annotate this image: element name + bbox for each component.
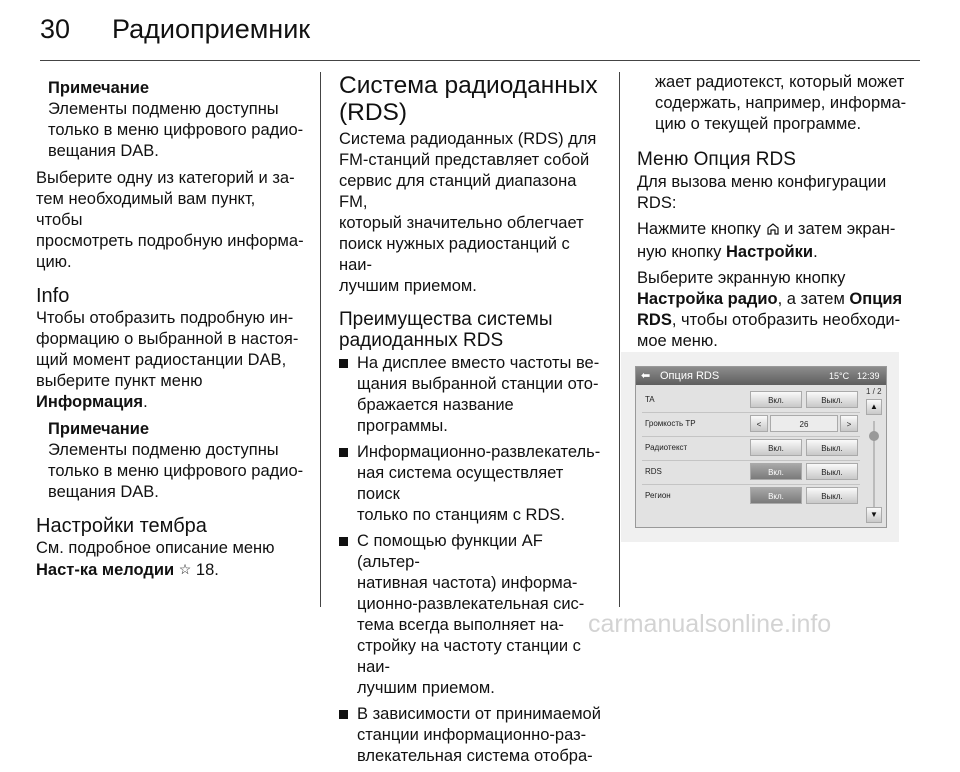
row-label: Регион: [645, 491, 671, 500]
watermark: carmanualsonline.info: [588, 610, 832, 638]
page-indicator: 1 / 2: [866, 387, 882, 396]
screen-title: Опция RDS: [660, 370, 720, 382]
note-1-line: только в меню цифрового радио-: [48, 121, 304, 139]
menu-item-tone: Наст-ка мелодии: [36, 561, 175, 579]
volume-decrease-button[interactable]: <: [750, 415, 768, 432]
column-divider: [320, 72, 321, 607]
note-2-line: только в меню цифрового радио-: [48, 462, 304, 480]
chapter-title: Радиоприемник: [112, 14, 311, 44]
scrollbar-thumb[interactable]: [869, 431, 879, 441]
note-2-title: Примечание: [48, 420, 150, 438]
note-1-line: Элементы подменю доступны: [48, 100, 279, 118]
paragraph-info: Чтобы отобразить подробную ин- формацию о выбранной в настоя- щий момент радиостанции DAB, выберите пункт меню Информация.: [36, 309, 299, 411]
rds-menu-screenshot: [621, 352, 899, 542]
scroll-down-button[interactable]: ▼: [866, 507, 882, 523]
column-2: [339, 72, 607, 772]
note-2: [48, 419, 306, 503]
clock-readout: 12:39: [857, 371, 880, 381]
heading-tone-settings: Настройки тембра: [36, 515, 207, 537]
row-radiotext: [642, 437, 860, 459]
note-2-line: Элементы подменю доступны: [48, 441, 279, 459]
heading-rds-menu: Меню Опция RDS: [637, 149, 796, 170]
page-header: [40, 14, 310, 45]
region-off-button[interactable]: Выкл.: [806, 487, 858, 504]
heading-info: Info: [36, 285, 70, 307]
row-label: Радиотекст: [645, 443, 688, 452]
button-settings: Настройки: [726, 243, 814, 261]
temperature-readout: 15°C: [829, 371, 850, 381]
paragraph-continued: жает радиотекст, который может содержать, например, информа- цию о текущей программе.: [655, 73, 907, 133]
column-1: [36, 72, 306, 586]
page-reference-icon: ☆: [178, 561, 192, 577]
heading-rds: Система радиоданных (RDS): [339, 72, 598, 126]
row-rds: [642, 461, 860, 483]
paragraph-select-category: Выберите одну из категорий и за- тем необходимый вам пункт, чтобы просмотреть подробную информа- цию.: [36, 169, 304, 271]
ta-off-button[interactable]: Выкл.: [806, 391, 858, 408]
row-tp-volume: [642, 413, 860, 435]
list-item: С помощью функции AF (альтер- нативная частота) информа- ционно-развлекательная сис- тема всегда выполняет на- стройку на частоту станции с наи- лучшим приемом.: [339, 531, 607, 699]
ta-on-button[interactable]: Вкл.: [750, 391, 802, 408]
note-1-line: вещания DAB.: [48, 142, 159, 160]
heading-rds-advantages: Преимущества системы радиоданных RDS: [339, 309, 553, 351]
list-item: Информационно-развлекатель- ная система осуществляет поиск только по станциям с RDS.: [339, 442, 607, 526]
page-number: 30: [40, 14, 71, 44]
menu-item-information: Информация: [36, 393, 144, 411]
region-on-button[interactable]: Вкл.: [750, 487, 802, 504]
scroll-up-button[interactable]: ▲: [866, 399, 882, 415]
column-divider: [619, 72, 620, 607]
infotainment-screen: [635, 366, 887, 528]
row-label: Громкость TP: [645, 419, 696, 428]
rds-on-button[interactable]: Вкл.: [750, 463, 802, 480]
row-label: TA: [645, 395, 655, 404]
rds-off-button[interactable]: Выкл.: [806, 463, 858, 480]
back-arrow-icon[interactable]: ⬅: [641, 370, 651, 382]
paragraph-menu-call: Для вызова меню конфигурации RDS:: [637, 173, 887, 212]
advantages-list: [339, 353, 607, 767]
screen-title-bar: [636, 367, 886, 385]
note-1-title: Примечание: [48, 79, 150, 97]
column-3: [637, 72, 907, 357]
home-icon: [766, 221, 780, 242]
row-label: RDS: [645, 467, 662, 476]
volume-increase-button[interactable]: >: [840, 415, 858, 432]
note-2-line: вещания DAB.: [48, 483, 159, 501]
row-ta: [642, 389, 860, 411]
volume-value: 26: [770, 415, 838, 432]
note-1: [48, 78, 306, 162]
paragraph-select-option: Выберите экранную кнопку Настройка радио, а затем Опция RDS, чтобы отобразить необходи- мое меню.: [637, 269, 903, 350]
paragraph-press: Нажмите кнопку и затем экран- ную кнопку Настройки.: [637, 220, 896, 261]
list-item: На дисплее вместо частоты ве- щания выбранной станции ото- бражается название программы.: [339, 353, 607, 437]
list-item: В зависимости от принимаемой станции информационно-раз- влекательная система отобра-: [339, 704, 607, 767]
header-rule: [40, 60, 920, 61]
paragraph-rds-intro: Система радиоданных (RDS) для FM-станций представляет собой сервис для станций диапазона FM, который значительно облегчает поиск нужных радиостанций с наи- лучшим приемом.: [339, 130, 597, 295]
radiotext-off-button[interactable]: Выкл.: [806, 439, 858, 456]
paragraph-tone: См. подробное описание меню Наст-ка мелодии ☆ 18.: [36, 539, 275, 579]
page-reference: 18.: [195, 561, 219, 579]
radiotext-on-button[interactable]: Вкл.: [750, 439, 802, 456]
row-region: [642, 485, 860, 507]
